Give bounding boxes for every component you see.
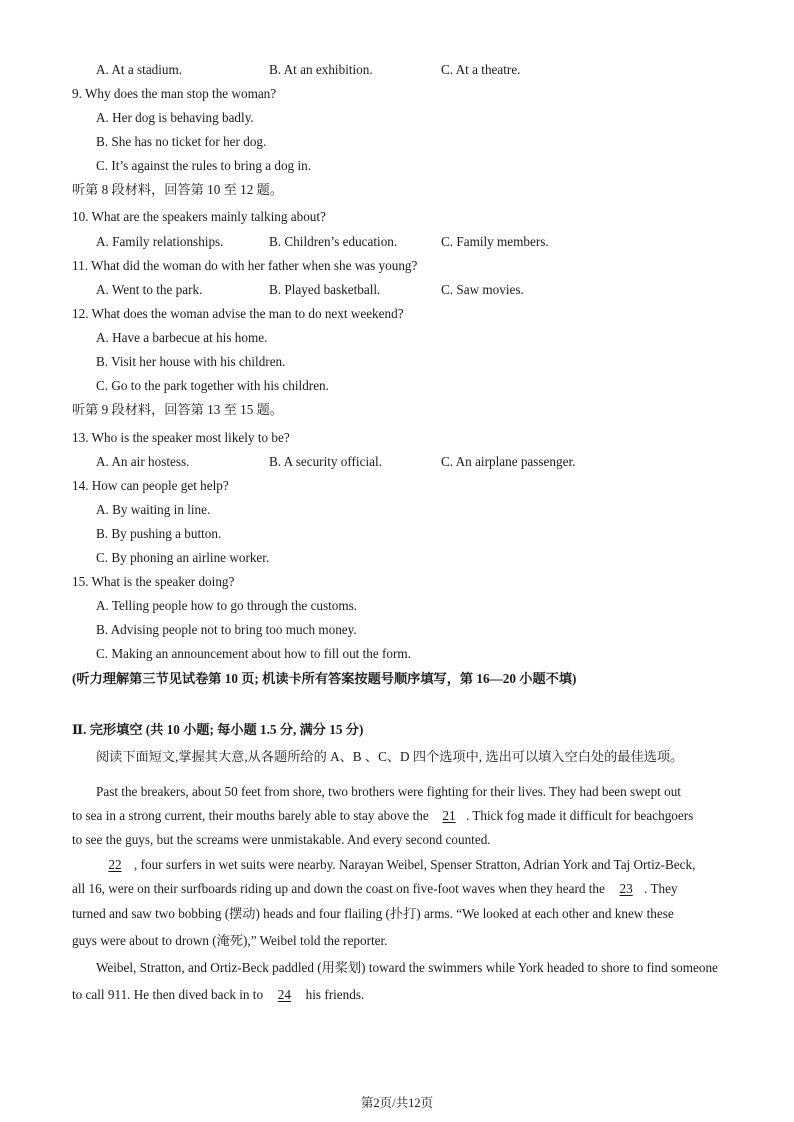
passage-p3-line2	[72, 987, 364, 1003]
passage-p2-line2	[72, 881, 678, 897]
page-footer: 第2页/共12页	[360, 1096, 434, 1110]
q10-option-c: C. Family members.	[441, 234, 549, 249]
passage-text: , four surfers in wet suits were nearby. Narayan Weibel, Spenser Stratton, Adrian York and Taj Ortiz-Beck,	[134, 857, 696, 872]
cloze-instruction: 阅读下面短文,掌握其大意,从各题所给的 A、B 、C、D 四个选项中, 选出可以填入空白处的最佳选项。	[96, 749, 684, 764]
q14-option-b: B. By pushing a button.	[96, 526, 222, 541]
passage-p1-line2	[72, 808, 693, 824]
q10-option-b: B. Children’s education.	[269, 234, 398, 249]
q8-option-b: B. At an exhibition.	[269, 62, 373, 77]
q9-stem: 9. Why does the man stop the woman?	[72, 86, 277, 101]
q14-option-c: C. By phoning an airline worker.	[96, 550, 270, 565]
q13-stem: 13. Who is the speaker most likely to be?	[72, 430, 290, 445]
q12-option-c: C. Go to the park together with his children.	[96, 378, 329, 393]
q9-option-c: C. It’s against the rules to bring a dog in.	[96, 158, 311, 173]
q9-option-b: B. She has no ticket for her dog.	[96, 134, 267, 149]
cloze-heading: Ⅱ. 完形填空 (共 10 小题; 每小题 1.5 分, 满分 15 分)	[72, 722, 364, 737]
q11-option-a: A. Went to the park.	[96, 282, 203, 297]
q12-option-a: A. Have a barbecue at his home.	[96, 330, 268, 345]
passage-text: . Thick fog made it difficult for beachgoers	[465, 808, 694, 823]
blank-23: 23	[619, 881, 633, 896]
q10-stem: 10. What are the speakers mainly talking about?	[72, 209, 326, 224]
q12-option-b: B. Visit her house with his children.	[96, 354, 286, 369]
passage-p3-line1: Weibel, Stratton, and Ortiz-Beck paddled (用桨划) toward the swimmers while York headed to shore to find someone	[96, 960, 718, 975]
q15-option-b: B. Advising people not to bring too much money.	[96, 622, 357, 637]
blank-22: 22	[108, 857, 122, 872]
passage-p1-line3: to see the guys, but the screams were unmistakable. And every second counted.	[72, 832, 491, 847]
passage-text: to sea in a strong current, their mouths barely able to stay above the	[72, 808, 429, 823]
q14-option-a: A. By waiting in line.	[96, 502, 211, 517]
passage-p2-line3: turned and saw two bobbing (摆动) heads and four flailing (扑打) arms. “We looked at each other and knew these	[72, 906, 674, 921]
q15-stem: 15. What is the speaker doing?	[72, 574, 235, 589]
section9-intro: 听第 9 段材料，回答第 13 至 15 题。	[72, 402, 283, 417]
q11-stem: 11. What did the woman do with her father when she was young?	[72, 258, 418, 273]
q10-option-a: A. Family relationships.	[96, 234, 224, 249]
listening-note: (听力理解第三节见试卷第 10 页; 机读卡所有答案按题号顺序填写，第 16—20 小题不填)	[72, 671, 577, 686]
passage-text: his friends.	[305, 987, 365, 1002]
passage-p2-line4: guys were about to drown (淹死),” Weibel told the reporter.	[72, 933, 388, 948]
blank-24: 24	[277, 987, 291, 1002]
passage-p2-line1	[96, 857, 695, 873]
q11-option-c: C. Saw movies.	[441, 282, 524, 297]
passage-text: all 16, were on their surfboards riding up and down the coast on five-foot waves when they heard the	[72, 881, 605, 896]
passage-p1-line1: Past the breakers, about 50 feet from shore, two brothers were fighting for their lives. They had been swept out	[96, 784, 681, 799]
q8-option-c: C. At a theatre.	[441, 62, 521, 77]
section8-intro: 听第 8 段材料，回答第 10 至 12 题。	[72, 182, 283, 197]
q13-option-a: A. An air hostess.	[96, 454, 190, 469]
q15-option-c: C. Making an announcement about how to fill out the form.	[96, 646, 411, 661]
q12-stem: 12. What does the woman advise the man to do next weekend?	[72, 306, 404, 321]
blank-21: 21	[442, 808, 456, 823]
q15-option-a: A. Telling people how to go through the customs.	[96, 598, 358, 613]
passage-text: . They	[644, 881, 678, 896]
q9-option-a: A. Her dog is behaving badly.	[96, 110, 254, 125]
passage-text: to call 911. He then dived back in to	[72, 987, 264, 1002]
q13-option-c: C. An airplane passenger.	[441, 454, 576, 469]
q14-stem: 14. How can people get help?	[72, 478, 229, 493]
q13-option-b: B. A security official.	[269, 454, 382, 469]
q8-option-a: A. At a stadium.	[96, 62, 183, 77]
q11-option-b: B. Played basketball.	[269, 282, 381, 297]
